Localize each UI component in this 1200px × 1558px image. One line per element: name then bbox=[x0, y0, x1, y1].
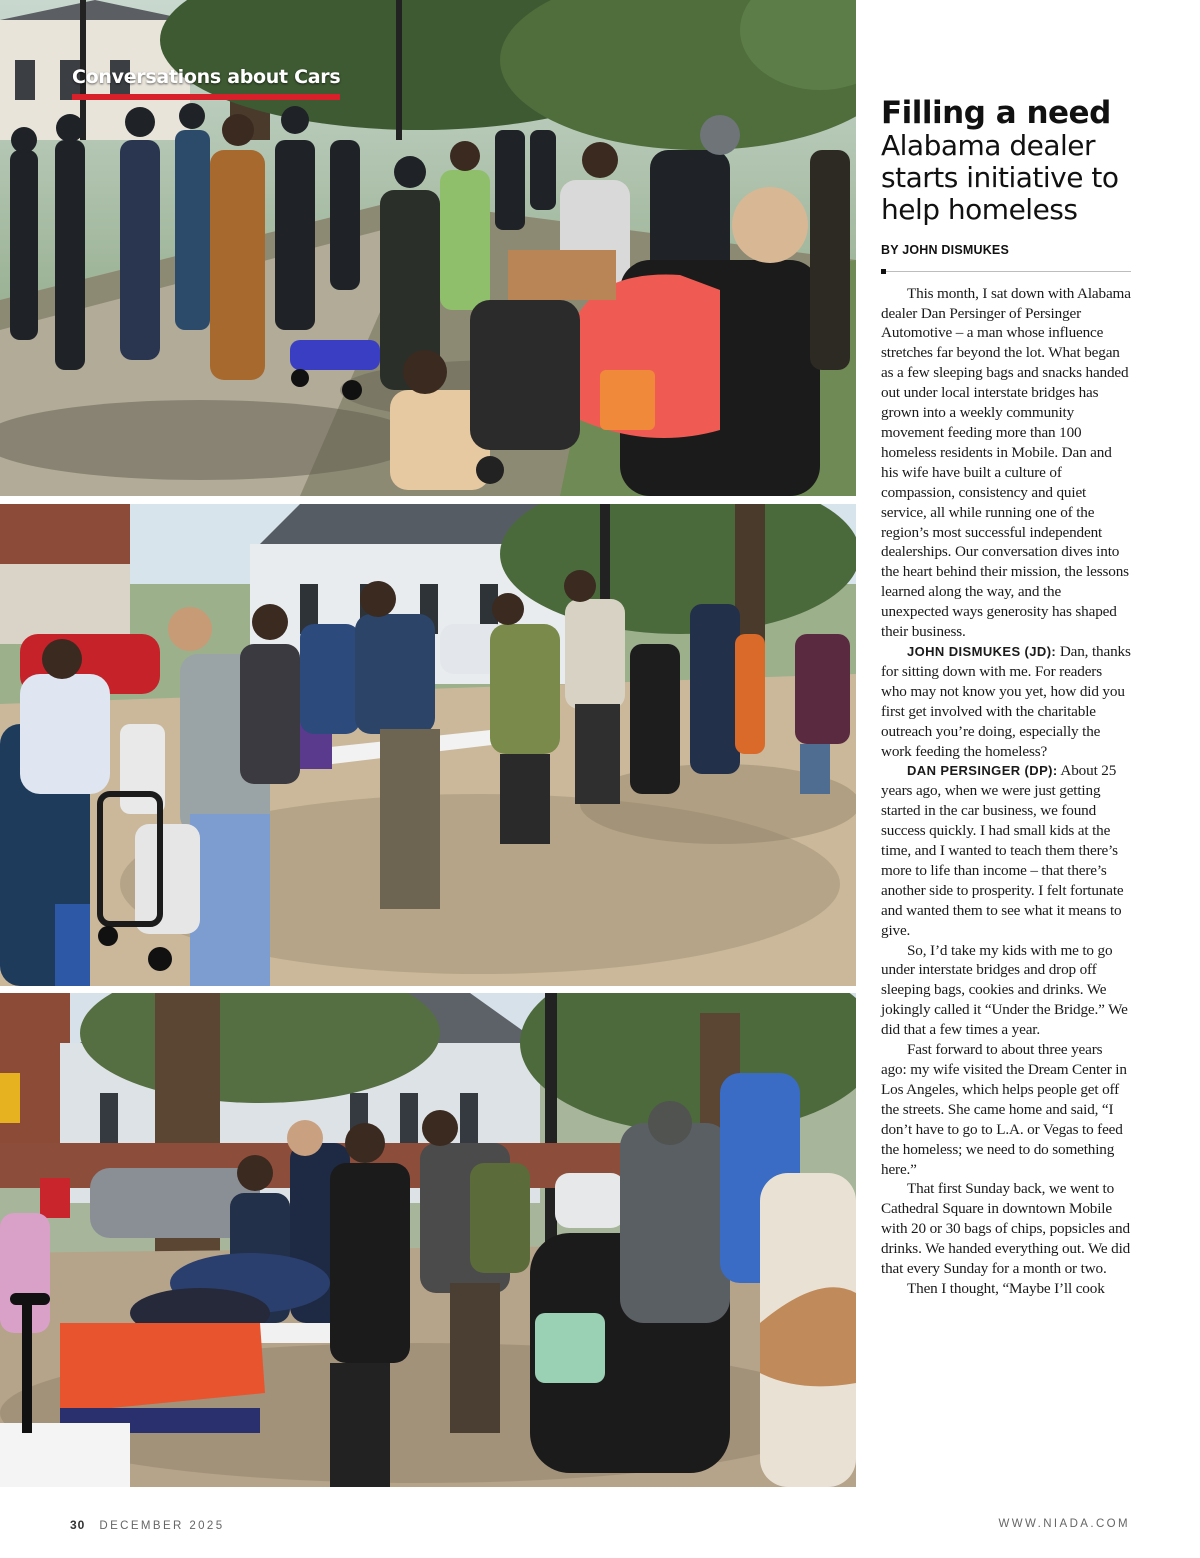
speaker-label-jd: JOHN DISMUKES (JD): bbox=[907, 643, 1057, 659]
article-dek: Alabama dealer starts initiative to help homeless bbox=[881, 129, 1119, 227]
speaker-label-dp: DAN PERSINGER (DP): bbox=[907, 763, 1058, 779]
paragraph-cook: Then I thought, “Maybe I’ll cook bbox=[907, 1279, 1105, 1297]
page-number: 30 bbox=[70, 1518, 86, 1532]
photo-clothing-distribution bbox=[0, 993, 856, 1487]
website-link[interactable]: WWW.NIADA.COM bbox=[998, 1518, 1130, 1530]
page-footer bbox=[70, 1518, 1130, 1532]
dp-answer-text: About 25 years ago, when we were just getting started in the car business, we found success quickly. I had small kids at the time, and I wanted to teach them there’s more to life than income – that there’s another side to prosperity. I felt fortunate and wanted them to see what it means to give. bbox=[881, 762, 1124, 939]
divider-marker bbox=[881, 269, 886, 274]
issue-date: DECEMBER 2025 bbox=[99, 1520, 225, 1532]
paragraph-dream-center: Fast forward to about three years ago: my wife visited the Dream Center in Los Angeles, which helps people get off the streets. She came home and said, “I don’t have to go to L.A. or Vegas to feed the homeless; we need to do something here.” bbox=[881, 1041, 1127, 1178]
byline-divider bbox=[881, 271, 1131, 272]
jd-question-text: Dan, thanks for sitting down with me. For readers who may not know you yet, how did you first get involved with the charitable outreach you’re doing, especially the work feeding the homeless? bbox=[881, 642, 1131, 760]
article-headline: Filling a need bbox=[881, 95, 1111, 131]
article bbox=[881, 96, 1131, 1299]
paragraph-first-sunday: That first Sunday back, we went to Cathedral Square in downtown Mobile with 20 or 30 bags of chips, popsicles and drinks. We handed everything out. We did that every Sunday for a month or two. bbox=[881, 1180, 1131, 1278]
paragraph-dp-answer bbox=[881, 761, 1131, 940]
paragraph-intro: This month, I sat down with Alabama dealer Dan Persinger of Persinger Automotive – a man whose influence stretches far beyond the lot. What began as a few sleeping bags and snacks handed out under local interstate bridges has grown into a weekly community movement feeding more than 100 homeless residents in Mobile. Dan and his wife have built a culture of compassion, consistency and quiet service, all while running one of the region’s most successful independent dealerships. Our conversation dives into the heart behind their mission, the lessons learned along the way, and the unexpected ways generosity has shaped their business. bbox=[881, 284, 1131, 641]
paragraph-jd-question bbox=[881, 642, 1131, 761]
byline: BY JOHN DISMUKES bbox=[881, 242, 1009, 257]
section-label: Conversations about Cars bbox=[72, 66, 340, 100]
article-body bbox=[881, 284, 1131, 1299]
paragraph-under-bridge: So, I’d take my kids with me to go under interstate bridges and drop off sleeping bags, cookies and drinks. We jokingly called it “Under the Bridge.” We did that a few times a year. bbox=[881, 941, 1128, 1039]
photo-serving-table bbox=[0, 504, 856, 986]
